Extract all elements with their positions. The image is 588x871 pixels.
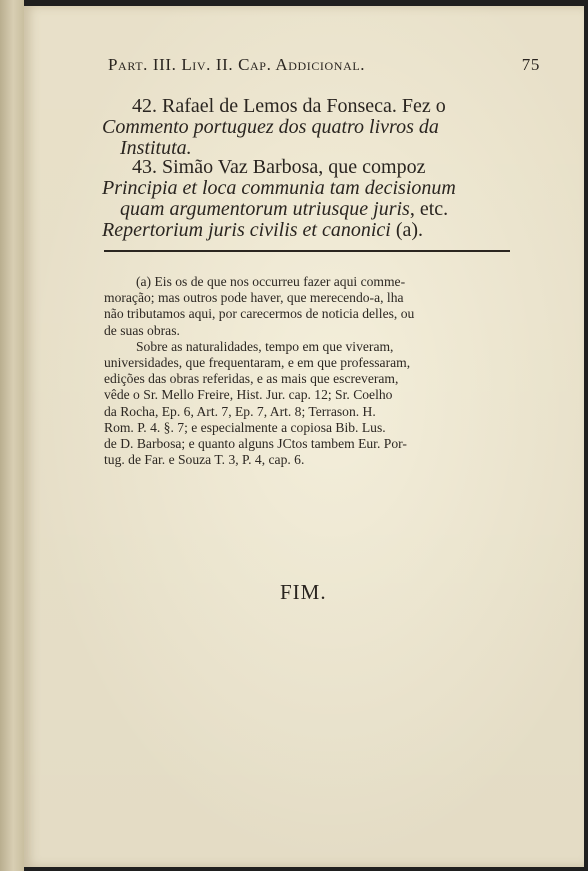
footnote-line: de D. Barbosa; e quanto alguns JCtos tambem Eur. Por- [104,436,407,452]
entry-text: Rafael de Lemos da Fonseca. Fez o [162,95,446,117]
entry-title-line: Repertorium juris civilis et canonici (a). [102,219,424,241]
entry-line [102,157,512,178]
footnote-line: (a) Eis os de que nos occurreu fazer aqui comme- [136,274,406,289]
footnote-line: Sobre as naturalidades, tempo em que viveram, [136,338,394,354]
entry-number: 43. [132,156,157,178]
footnote-line: da Rocha, Ep. 6, Art. 7, Ep. 7, Art. 8; Terrason. H. [104,403,376,419]
running-head [108,55,540,77]
entry-number: 42. [132,95,157,117]
entry-43 [102,157,512,241]
footnote-line: edições das obras referidas, e as mais que escreveram, [104,371,399,387]
footnote-line: não tributamos aqui, por carecermos de noticia delles, ou [104,306,415,322]
footnote-line: tug. de Far. e Souza T. 3, P. 4, cap. 6. [104,452,305,468]
book-page [24,6,584,867]
entry-title-line: Instituta. [120,137,192,159]
footnote [104,274,514,468]
footnote-rule [104,250,510,252]
page-number: 75 [521,55,540,74]
entry-title-line: Principia et loca communia tam decisionum [102,177,456,199]
entry-title-line: quam argumentorum utriusque juris, etc. [120,198,449,220]
entry-text: Simão Vaz Barbosa, que compoz [162,156,426,178]
facing-page-edge [0,0,24,871]
footnote-line: moração; mas outros pode haver, que merecendo-a, lha [104,290,404,306]
closing-fim: FIM. [280,580,327,604]
entry-line [102,96,512,117]
footnote-line: universidades, que frequentaram, e em que professaram, [104,355,411,371]
running-head-title: Part. III. Liv. II. Cap. Addicional. [108,55,366,74]
footnote-line: de suas obras. [104,322,180,338]
entry-42 [102,96,512,159]
entry-title-line: Commento portuguez dos quatro livros da [102,116,439,138]
footnote-line: Rom. P. 4. §. 7; e especialmente a copiosa Bib. Lus. [104,419,386,435]
footnote-line: vêde o Sr. Mello Freire, Hist. Jur. cap. 12; Sr. Coelho [104,387,393,403]
